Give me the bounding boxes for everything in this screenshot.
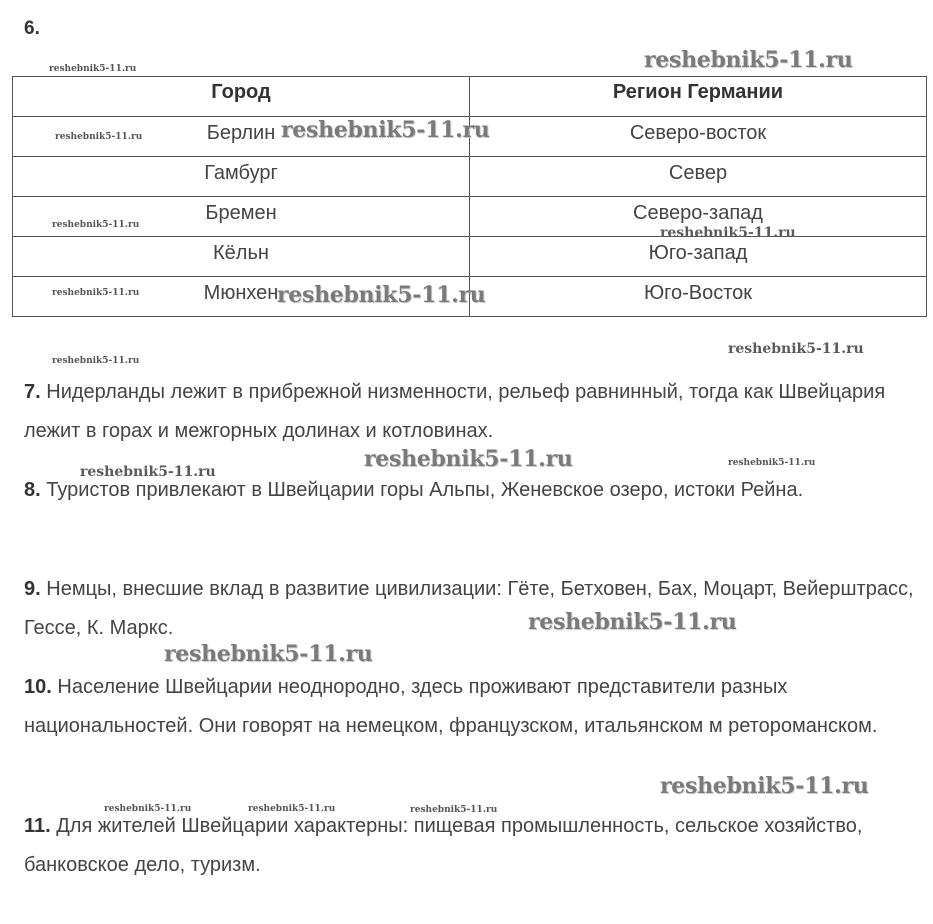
answer-text: Население Швейцарии неоднородно, здесь проживают представители разных национальностей. Они говорят на немецком, французском, итальянском м ретороманском. <box>24 676 878 737</box>
city-cell: Берлин <box>13 117 470 157</box>
answer-text: Немцы, внесшие вклад в развитие цивилизации: Гёте, Бетховен, Бах, Моцарт, Вейерштрасс, Гессе, К. Маркс. <box>24 578 914 639</box>
table-row <box>13 237 927 277</box>
watermark: reshebnik5-11.ru <box>55 132 143 142</box>
task-6-number: 6. <box>24 18 40 39</box>
watermark: reshebnik5-11.ru <box>164 641 373 667</box>
answer-number: 9. <box>24 578 41 600</box>
region-cell: Север <box>470 157 927 197</box>
region-cell: Северо-запад <box>470 197 927 237</box>
answer-number: 7. <box>24 381 41 403</box>
answer-text: Туристов привлекают в Швейцарии горы Альпы, Женевское озеро, истоки Рейна. <box>46 479 804 501</box>
city-cell: Бремен <box>13 197 470 237</box>
watermark: reshebnik5-11.ru <box>660 773 869 799</box>
region-cell: Юго-Восток <box>470 277 927 317</box>
watermark: reshebnik5-11.ru <box>277 282 486 308</box>
header-city: Город <box>13 77 470 117</box>
region-cell: Юго-запад <box>470 237 927 277</box>
answer-number: 11. <box>24 815 51 837</box>
answer-number: 10. <box>24 676 52 698</box>
watermark: reshebnik5-11.ru <box>248 804 336 814</box>
watermark: reshebnik5-11.ru <box>52 356 140 366</box>
watermark: reshebnik5-11.ru <box>528 609 737 635</box>
answer-text: Нидерланды лежит в прибрежной низменности, рельеф равнинный, тогда как Швейцария лежит в горах и межгорных долинах и котловинах. <box>24 381 886 442</box>
watermark: reshebnik5-11.ru <box>644 47 853 73</box>
answer-9 <box>24 570 914 648</box>
watermark: reshebnik5-11.ru <box>660 225 796 241</box>
watermark: reshebnik5-11.ru <box>728 341 864 357</box>
watermark: reshebnik5-11.ru <box>364 446 573 472</box>
answer-7 <box>24 373 914 451</box>
answer-number: 8. <box>24 479 41 501</box>
watermark: reshebnik5-11.ru <box>410 805 498 815</box>
answer-10 <box>24 668 914 746</box>
watermark: reshebnik5-11.ru <box>80 464 216 480</box>
watermark: reshebnik5-11.ru <box>52 220 140 230</box>
watermark: reshebnik5-11.ru <box>49 64 137 74</box>
city-cell: Гамбург <box>13 157 470 197</box>
city-cell: Мюнхен <box>13 277 470 317</box>
watermark: reshebnik5-11.ru <box>728 458 816 468</box>
region-cell: Северо-восток <box>470 117 927 157</box>
header-region: Регион Германии <box>470 77 927 117</box>
answer-11 <box>24 807 914 885</box>
watermark: reshebnik5-11.ru <box>281 117 490 143</box>
city-cell: Кёльн <box>13 237 470 277</box>
watermark: reshebnik5-11.ru <box>104 804 192 814</box>
city-region-table <box>12 76 927 317</box>
watermark: reshebnik5-11.ru <box>52 288 140 298</box>
answer-text: Для жителей Швейцарии характерны: пищевая промышленность, сельское хозяйство, банковское дело, туризм. <box>24 815 863 876</box>
table-row <box>13 157 927 197</box>
table-header-row <box>13 77 927 117</box>
